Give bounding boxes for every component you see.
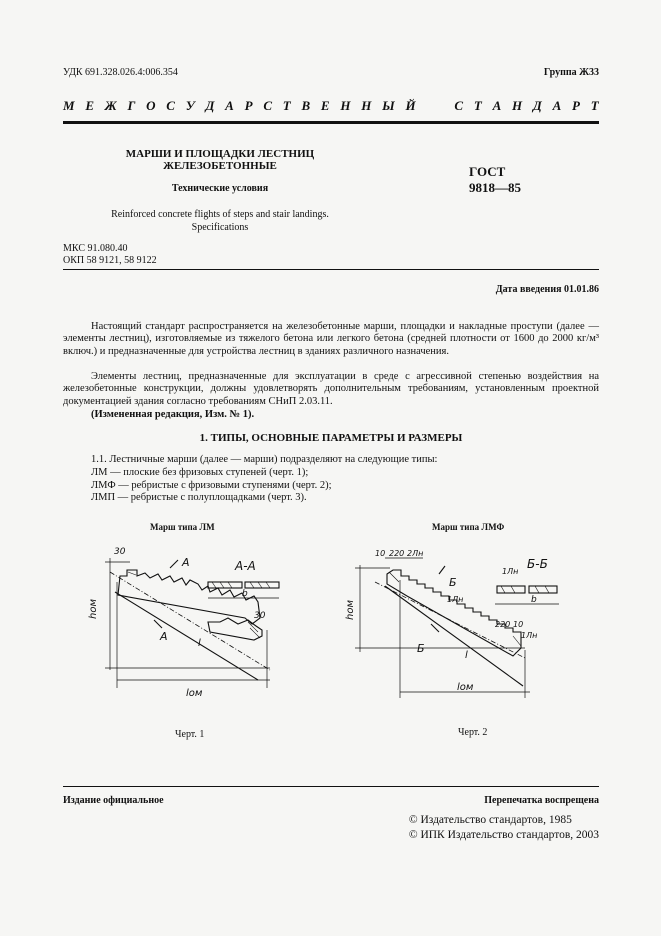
dim-2ln: 2Лн — [407, 549, 424, 558]
dim-l-om: lом — [186, 688, 203, 699]
document-title — [90, 148, 350, 172]
heading-letter: О — [146, 98, 156, 113]
heading-letter: М — [63, 98, 75, 113]
cut-mark-a-top: А — [182, 556, 190, 569]
heading-letter: Р — [572, 98, 580, 113]
figure-2-drawing — [345, 540, 595, 710]
heading-letter: С — [166, 98, 175, 113]
section-a-a-label: А-А — [235, 559, 256, 573]
header-rule — [63, 121, 599, 124]
figure-2-caption: Черт. 2 — [458, 727, 488, 738]
group-code: Группа Ж33 — [543, 67, 599, 78]
copyright-block — [409, 813, 599, 843]
dim-h-om-2: hом — [345, 600, 356, 620]
dim-220-bottom: 220 — [495, 620, 511, 629]
date-value: 01.01.86 — [564, 284, 599, 295]
list-item: ЛМ — плоские без фризовых ступеней (черт. 1); — [91, 466, 309, 478]
dim-10: 10 — [375, 549, 386, 558]
cut-mark-b-bottom: Б — [417, 642, 425, 655]
heading-letter: Н — [512, 98, 523, 113]
paragraph-amendment: (Измененная редакция, Изм. № 1). — [91, 409, 255, 420]
heading-letter: В — [301, 98, 311, 113]
types-list — [91, 454, 437, 505]
document-subtitle: Технические условия — [171, 183, 269, 194]
figure-1-title: Марш типа ЛМ — [150, 522, 215, 532]
okp-code: ОКП 58 9121, 58 9122 — [63, 255, 157, 266]
reprint-prohibited: Перепечатка воспрещена — [484, 795, 599, 806]
heading-letter: Н — [361, 98, 372, 113]
heading-letter: Т — [590, 98, 599, 113]
codes-rule — [63, 269, 599, 270]
dim-h-om: hом — [88, 599, 99, 619]
list-item: 1.1. Лестничные марши (далее — марши) подразделяют на следующие типы: — [91, 454, 438, 465]
paragraph-elements: Элементы лестниц, предназначенные для эксплуатации в среде с агрессивной степенью воздействия на железобетонные конструкции, должны удовлетворять дополнительным требованиям, установленным проектной документацией здания согласно требованиям СНиП 2.03.11. — [63, 371, 599, 407]
heading-letter: Е — [85, 98, 94, 113]
heading-letter: А — [492, 98, 502, 113]
heading-letter: Н — [340, 98, 351, 113]
dim-b: b — [242, 589, 248, 599]
dim-30-right: 30 — [254, 611, 266, 621]
copyright-1985: © Издательство стандартов, 1985 — [408, 814, 572, 826]
copyright-2003: © ИПК Издательство стандартов, 2003 — [408, 829, 599, 841]
cut-mark-a-bottom: А — [160, 630, 168, 643]
heading-letter: А — [225, 98, 234, 113]
dim-10-bottom: 10 — [513, 620, 524, 629]
section-title: 1. ТИПЫ, ОСНОВНЫЕ ПАРАМЕТРЫ И РАЗМЕРЫ — [199, 432, 463, 444]
english-title-line-2: Specifications — [191, 222, 249, 233]
title-line-2: ЖЕЛЕЗОБЕТОННЫЕ — [163, 160, 277, 172]
heading-letter: У — [185, 98, 195, 113]
heading-letter: Т — [282, 98, 291, 113]
heading-letter: Т — [473, 98, 482, 113]
heading-letter — [426, 98, 429, 114]
heading-letter: Е — [320, 98, 330, 113]
list-item: ЛМП — ребристые с полуплощадками (черт. 3). — [91, 492, 307, 504]
dim-1ln-mid: 1Лн — [447, 595, 464, 604]
gost-value: 9818—85 — [469, 180, 521, 195]
effective-date — [496, 284, 599, 295]
heading-letter: С — [263, 98, 272, 113]
dim-l-2: l — [465, 650, 468, 661]
heading-letter — [440, 98, 443, 114]
heading-letter: Й — [405, 98, 416, 113]
heading-letter: А — [552, 98, 562, 113]
heading-letter: Ы — [382, 98, 395, 113]
official-edition: Издание официальное — [63, 795, 164, 806]
english-title-line-1: Reinforced concrete flights of steps and stair landings. — [111, 209, 329, 220]
heading-letter: Д — [532, 98, 542, 113]
classification-codes — [63, 243, 157, 267]
interstate-standard-heading — [63, 98, 599, 114]
footer-rule — [63, 786, 599, 787]
english-title — [70, 208, 370, 234]
heading-letter: Р — [244, 98, 253, 113]
list-item: ЛМФ — ребристые с фризовыми ступенями (черт. 2); — [91, 479, 332, 491]
heading-letter: Г — [127, 98, 136, 113]
dim-l-om-2: lом — [457, 682, 474, 693]
dim-l: l — [198, 638, 201, 649]
cut-mark-b-top: Б — [449, 576, 457, 589]
mks-code: МКС 91.080.40 — [63, 243, 128, 254]
dim-220-top: 220 — [389, 549, 405, 558]
figure-1-caption: Черт. 1 — [175, 729, 205, 740]
dim-1ln-section: 1Лн — [502, 567, 519, 576]
figure-1-drawing — [70, 540, 305, 710]
udk-code: УДК 691.328.026.4:006.354 — [63, 67, 178, 78]
heading-letter: С — [454, 98, 464, 113]
title-line-1: МАРШИ И ПЛОЩАДКИ ЛЕСТНИЦ — [125, 148, 315, 160]
dim-1ln-right: 1Лн — [521, 631, 538, 640]
heading-letter: Ж — [104, 98, 117, 113]
figure-2-title: Марш типа ЛМФ — [432, 522, 505, 532]
dim-30-top: 30 — [114, 547, 126, 557]
dim-b-2: b — [531, 595, 537, 605]
heading-letter: Д — [205, 98, 215, 113]
date-label: Дата введения — [495, 284, 562, 295]
paragraph-scope: Настоящий стандарт распространяется на железобетонные марши, площадки и накладные проступи (далее — элементы лестниц), изготовляемые из тяжелого бетона или легкого бетона (средней плотности от 1600 до 2000 кг/м³ включ.) и предназначенные для устройства лестниц в зданиях различного назначения. — [63, 321, 599, 357]
gost-number — [469, 164, 521, 196]
gost-label: ГОСТ — [469, 164, 506, 179]
section-b-b-label: Б-Б — [527, 557, 548, 571]
